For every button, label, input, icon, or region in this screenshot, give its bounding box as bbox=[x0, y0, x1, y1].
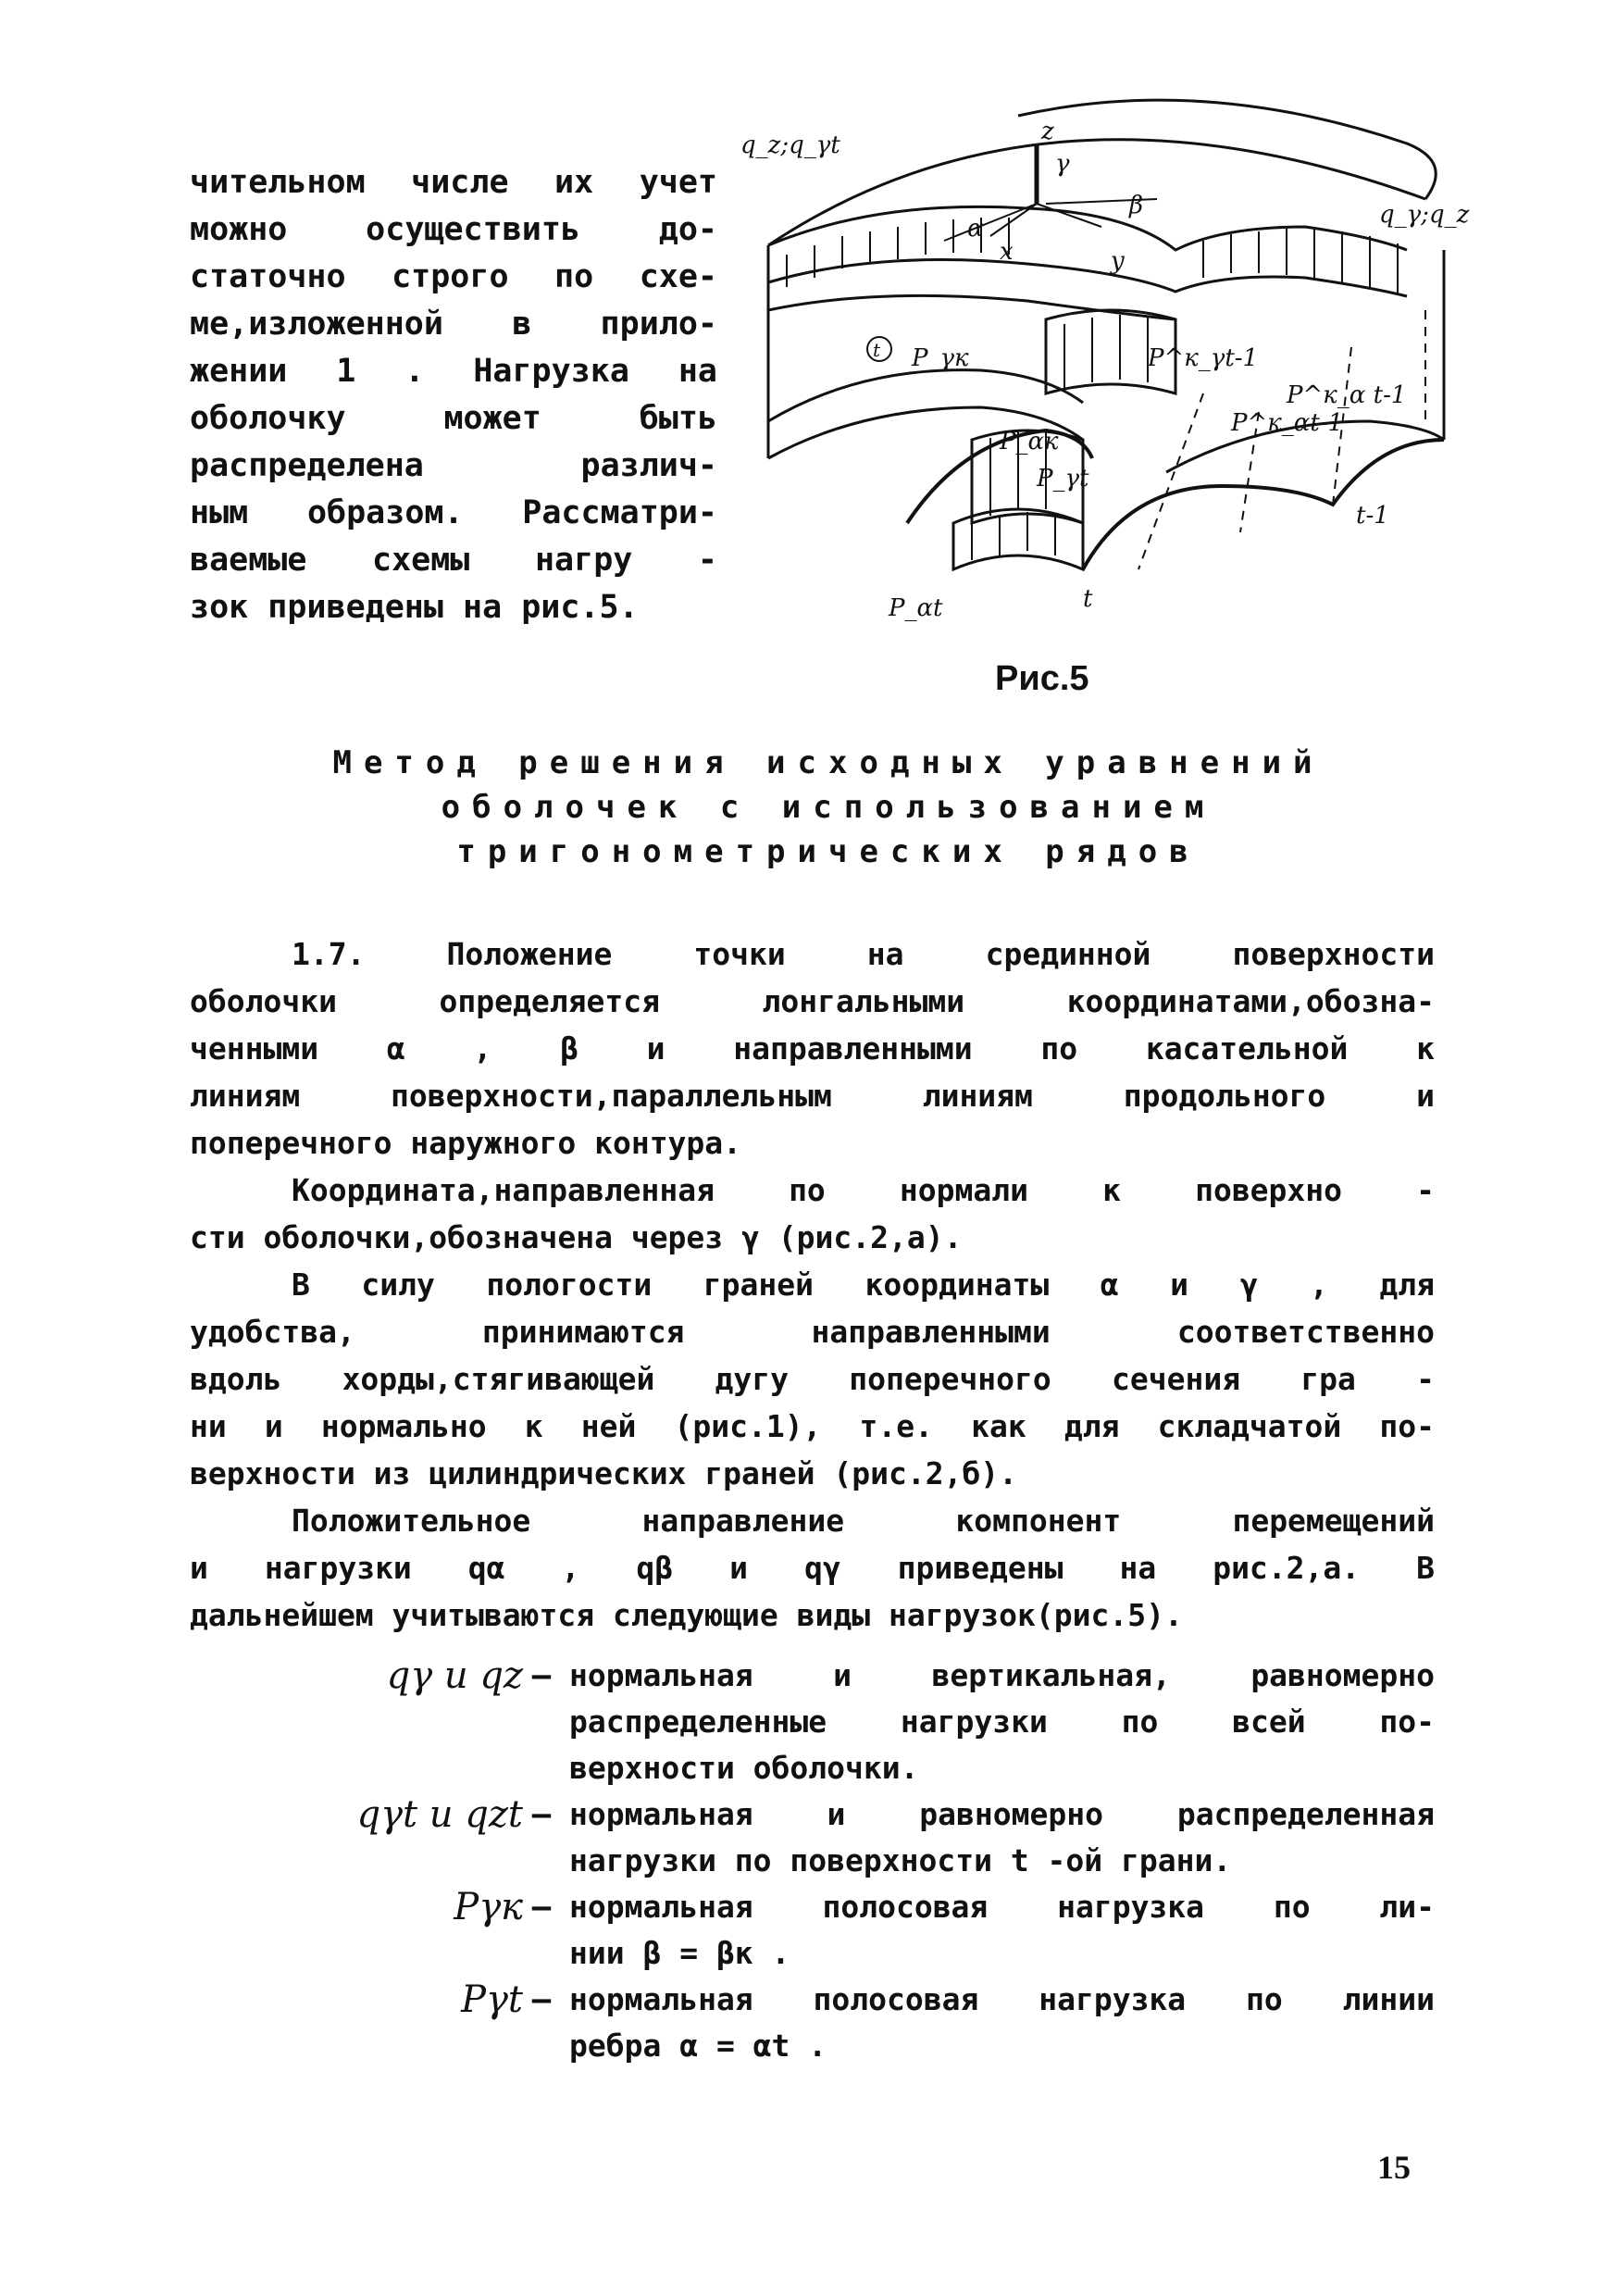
intro-line: ме,изложенной в прило- bbox=[190, 306, 717, 343]
definition-line: нагрузки по поверхности t -ой грани. bbox=[569, 1842, 1232, 1878]
label-p-at-bottom: P_αt bbox=[889, 594, 943, 622]
body-line: оболочки определяется лонгальными координатами,обозна- bbox=[190, 983, 1435, 1019]
label-alpha: α bbox=[967, 215, 984, 243]
intro-line: жении 1 . Нагрузка на bbox=[190, 353, 717, 390]
label-beta: β bbox=[1129, 192, 1144, 219]
shell-bottom-arc bbox=[1083, 440, 1444, 569]
body-line: и нагрузки qα , qβ и qγ приведены на рис.2,а. В bbox=[190, 1550, 1435, 1586]
intro-line: ным образом. Рассматри- bbox=[190, 494, 717, 531]
definition-row bbox=[190, 1977, 1435, 2069]
load-definitions bbox=[190, 1653, 1435, 2069]
guide-line bbox=[1138, 393, 1203, 569]
definition-line: нормальная полосовая нагрузка по линии bbox=[569, 1981, 1435, 2017]
body-line: дальнейшем учитываются следующие виды нагрузок(рис.5). bbox=[190, 1597, 1183, 1633]
definition-dash: – bbox=[531, 1981, 552, 2018]
definition-line: нии β = βк . bbox=[569, 1935, 790, 1971]
body-text bbox=[190, 930, 1435, 1639]
definition-row bbox=[190, 1791, 1435, 1884]
definition-line: верхности оболочки. bbox=[569, 1750, 919, 1786]
label-q-top-left: q_z;q_γt bbox=[740, 131, 840, 159]
definition-symbol: Pγt bbox=[461, 1978, 523, 2021]
label-gamma: γ bbox=[1055, 150, 1070, 178]
label-p-gk-top: P_γк bbox=[912, 344, 969, 372]
body-line: вдоль хорды,стягивающей дугу поперечного сечения гра - bbox=[190, 1361, 1435, 1397]
body-line: линиям поверхности,параллельным линиям продольного и bbox=[190, 1078, 1435, 1114]
definition-text bbox=[569, 1884, 1435, 1977]
definition-text bbox=[569, 1653, 1435, 1791]
heading-line: Метод решения исходных уравнений bbox=[332, 744, 1325, 781]
definition-symbol: qγt и qzt bbox=[356, 1793, 523, 1836]
label-t-circle: t bbox=[873, 339, 881, 361]
body-line: удобства, принимаются направленными соответственно bbox=[190, 1314, 1435, 1350]
label-p-ak-right: P^к_αt-1 bbox=[1231, 409, 1344, 437]
intro-paragraph bbox=[190, 159, 717, 631]
shell-layer bbox=[768, 260, 1407, 297]
shell-diagram bbox=[740, 88, 1490, 643]
label-t-minus-1: t-1 bbox=[1356, 502, 1389, 530]
body-line: 1.7. Положение точки на срединной поверхности bbox=[292, 936, 1435, 972]
label-y: y bbox=[1111, 247, 1125, 275]
definition-dash: – bbox=[531, 1796, 552, 1833]
definition-text bbox=[569, 1977, 1435, 2069]
intro-line: чительном числе их учет bbox=[190, 164, 717, 201]
intro-line: статочно строго по схе- bbox=[190, 258, 717, 295]
label-q-top-right: q_γ;q_z bbox=[1379, 201, 1470, 229]
label-z: z bbox=[1041, 118, 1054, 145]
label-p-gk-mid: P^к_γt-1 bbox=[1148, 344, 1259, 372]
definition-line: ребра α = αt . bbox=[569, 2028, 827, 2064]
shell-layer bbox=[768, 295, 1175, 319]
definition-row bbox=[190, 1884, 1435, 1977]
definition-symbol: qγ и qz bbox=[386, 1654, 523, 1697]
definition-line: нормальная и равномерно распределенная bbox=[569, 1796, 1435, 1832]
definition-text bbox=[569, 1791, 1435, 1884]
body-line: сти оболочки,обозначена через γ (рис.2,а). bbox=[190, 1219, 963, 1255]
definition-line: нормальная и вертикальная, равномерно bbox=[569, 1657, 1435, 1693]
shell-outer-arc bbox=[1018, 100, 1436, 199]
body-line: Координата,направленная по нормали к поверхно - bbox=[292, 1172, 1435, 1208]
intro-line: зок приведены на рис.5. bbox=[190, 589, 639, 626]
definition-line: распределенные нагрузки по всей по- bbox=[569, 1703, 1435, 1740]
intro-line: оболочку может быть bbox=[190, 400, 717, 437]
intro-line: распределена различ- bbox=[190, 447, 717, 484]
label-p-at-right: P^к_α t-1 bbox=[1287, 381, 1407, 409]
label-x: x bbox=[1000, 238, 1014, 266]
definition-dash: – bbox=[531, 1889, 552, 1926]
shell-load-figure bbox=[740, 88, 1490, 643]
section-heading bbox=[185, 741, 1472, 874]
intro-line: ваемые схемы нагру - bbox=[190, 542, 717, 579]
body-line: ченными α , β и направленными по касательной к bbox=[190, 1030, 1435, 1067]
intro-line: можно осуществить до- bbox=[190, 211, 717, 248]
body-line: В силу пологости граней координаты α и γ , для bbox=[292, 1267, 1435, 1303]
heading-line: тригонометрических рядов bbox=[456, 833, 1200, 870]
label-t-bottom: t bbox=[1083, 585, 1093, 613]
shell-lower-surface bbox=[768, 370, 1083, 421]
body-line: поперечного наружного контура. bbox=[190, 1125, 742, 1161]
label-p-ak-1: P_αк bbox=[1000, 428, 1059, 455]
body-line: Положительное направление компонент перемещений bbox=[292, 1503, 1435, 1539]
definition-symbol: Pγк bbox=[454, 1886, 523, 1928]
shell-top-edge bbox=[768, 206, 1407, 250]
page-number: 15 bbox=[1377, 2149, 1411, 2186]
figure-caption: Рис.5 bbox=[995, 659, 1089, 698]
label-p-gt: P_γt bbox=[1037, 465, 1089, 493]
body-line: ни и нормально к ней (рис.1), т.е. как для складчатой по- bbox=[190, 1408, 1435, 1444]
definition-dash: – bbox=[531, 1657, 552, 1694]
definition-line: нормальная полосовая нагрузка по ли- bbox=[569, 1889, 1435, 1925]
heading-line: оболочек с использованием bbox=[441, 789, 1216, 826]
body-line: верхности из цилиндрических граней (рис.2,б). bbox=[190, 1455, 1018, 1491]
definition-row bbox=[190, 1653, 1435, 1791]
